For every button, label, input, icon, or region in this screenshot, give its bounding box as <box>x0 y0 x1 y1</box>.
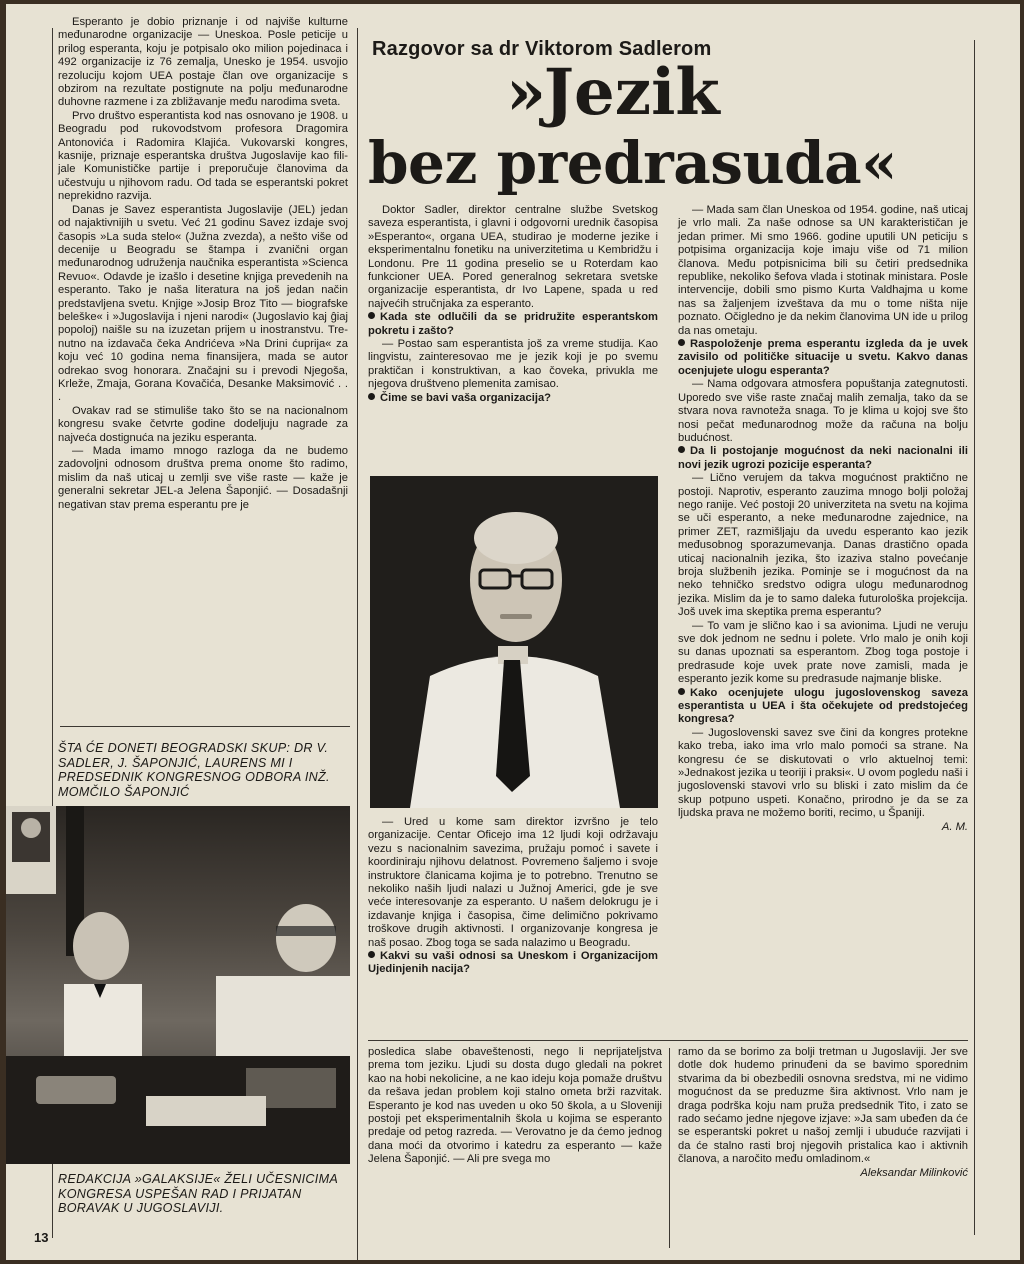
mid-column-text <box>368 204 658 405</box>
mid-column-text-2 <box>368 816 658 977</box>
photo-caption-top: ŠTA ĆE DONETI BEOGRADSKI SKUP: DR V. SADLER, J. ŠAPONJIĆ, LAURENS MI I PREDSEDNIK KONGRESNOG ODBORA INŽ. MOMČILO ŠAPONJIĆ <box>58 741 330 799</box>
continued-text: ramo da se borimo za bolji tretman u Jugoslaviji. Jer sve dotle dok hudemo prinuđeni da se bavimo sporednim stvarima da bi obezbedili osnovna sredstva, mi ne vidimo mogućnost da se preduzme šira aktivnost. Vrlo nam je draga podrška koju nam pruža predsednik Tito, i zato se rado sećamo jedne njegove izjave: »Ja sam ubeđen da će se esperantski pokret u našoj zemlji i ubuduće razvijati i da će stalno rasti broj njegovih pristalica kao i aktivnih članova, a naročito među omladinom.« <box>678 1046 968 1166</box>
intro-text: Doktor Sadler, direktor centralne službe Svetskog saveza esperantista, i glavni i odgovorni urednik časopisa »Esperanto«, organa UEA, studirao je moderne jezike i eksperimentalnu fonetiku na univerzitetima u Kembridžu i Londonu. Pre 11 godina preselio se u Roterdam kao funkcioner UEA. Pored generalnog sekretara svetske organizacije esperantista, dr Ivo Lapene, spada u red najvećih stručnjaka za esperanto. <box>368 204 658 310</box>
answer-text: — Jugoslovenski savez sve čini da kongres protekne kako treba, iako ima vrlo malo pomoći sa strane. Na kongresu će se diskutovati o vrlo aktuelnoj temi: »Jednakost jezika u teoriji i praksi«. U ovom pogledu naši i jugoslovenski stavovi vrlo su bliski i zato mislim da će skup potpuno uspeti. Konačno, prirodno je da se za ljudska prava ne možemo boriti, recimo, u Španiji. <box>678 726 968 820</box>
answer-text: — Nama odgovara atmosfera popuštanja zategnutosti. Uporedo sve više raste značaj malih zemalja, tako da se stvara nova ravnoteža snaga. To je klima u kojoj sve što nosi pečat međunarodnog može da računa na bolju budućnost. <box>678 378 968 444</box>
question-text: Čime se bavi vaša organizacija? <box>368 392 658 405</box>
bullet-icon <box>368 312 375 319</box>
continued-text: posledica slabe obaveštenosti, nego li neprijateljstva prema tom jeziku. Ljudi su dosta dugo gledali na pokret kao na hobi nekolicine, a ne kao ideju koja pomaže društvu da rešava jedan problem koji stalno ometa brži razvitak. Esperanto je kod nas uveden u oko 50 škola, a u Sloveniji postoji pet eksperimentalnih škola u kojima se esperanto predaje od petog razreda. — Verovatno je da ćemo jednog dana moći da otvorimo i katedru za esperanto — kaže Jelena Šaponjić. — Ali pre svega mo <box>368 1046 662 1166</box>
author-signature: Aleksandar Milinković <box>860 1166 968 1179</box>
column-rule-mid-bottom <box>669 1048 670 1248</box>
left-paragraph: Danas je Savez esperantista Jugoslavije (JEL) jedan od najaktivnijih u svetu. Već 21 godinu Savez izdaje svoj časopis »La suda stelo« (Južna zvezda), a nešto više od decenije u Beogradu se štampa i zvanični organ međunarodnog udruženja naučnika esperantista »Scienca Revuo«. Odavde je izašlo i desetine knjiga prevedenih na esperanto. Tako je naša literatura na još jedan način predstavljena svetu. Knjige »Josip Broz Tito — biografske beleške« i »Jugoslavija i njeni narodi« (Jugoslavio kaj ĝiaj popoloj) naišle su na izuzetan prijem u inostranstvu. Trenutno na izdavača čeka Andrićeva »Na Drini ćuprija« za koju već 10 godina nema finansijera, mada se autor odrekao svog honorara. Značajni su i prevodi Njegoša, Krleže, Zmaja, Gorana Kovačića, Desanke Maksimović . . . <box>58 203 348 404</box>
portrait-photo <box>370 476 658 808</box>
bottom-right-text <box>678 1046 968 1180</box>
question-text: Kada ste odlučili da se pridružite esperantskom pokretu i zašto? <box>368 311 658 337</box>
article-kicker: Razgovor sa dr Viktorom Sadlerom <box>372 38 712 60</box>
bullet-icon <box>678 339 685 346</box>
left-paragraph: Ovakav rad se stimuliše tako što se na nacionalnom kongresu svake četvrte godine dodeljuju nagrade za najveća dostignuća na jeziku esperanta. <box>58 404 348 444</box>
page-number: 13 <box>34 1230 49 1245</box>
answer-text: — To vam je slično kao i sa avionima. Ljudi ne veruju sve dok jednom ne sednu i polete. Vrlo malo je onih koji su danas upoznati sa esperantom. Zbog toga postoje i predrasude koje uvek prate nove zamisli, mada je esperanto jezik kome su predrasude najmanje bliske. <box>678 619 968 686</box>
left-paragraph: Prvo društvo esperantista kod nas osnovano je 1908. u Beogradu pod rukovodstvom profesora Dragomira Antonovića i Radomira Klajića. Vukovarski kongres, kasnije, priznaje esperantska društva Jugoslavije kao filijale Komunističke partije i preporučuje članovima da učestvuju u njihovom radu. Od tada se esperantski pokret neprekidno razvija. <box>58 109 348 203</box>
left-paragraph: — Mada imamo mnogo razloga da ne budemo zadovoljni odnosom društva prema onome što radimo, mislim da naš uticaj u zemlji sve više raste — kaže je generalni sekretar JEL-a Jelena Šaponjić. — Dosadašnji negativan stav prema esperantu pre je <box>58 445 348 511</box>
bullet-icon <box>368 393 375 400</box>
question-text: Kakvi su vaši odnosi sa Uneskom i Organizacijom Ujedinjenih nacija? <box>368 950 658 976</box>
left-column-text <box>58 16 348 512</box>
portrait-illustration <box>370 476 658 808</box>
author-initials: A. M. <box>941 820 968 833</box>
question-text: Kako ocenjujete ulogu jugoslovenskog saveza esperantista u UEA i šta očekujete od predstojećeg kongresa? <box>678 686 968 726</box>
answer-text: — Lično verujem da takva mogućnost praktično ne postoji. Naprotiv, esperanto zauzima mnogo bolji položaj nego ranije. Već postoji 20 univerziteta na svetu na kojima se uči esperanto, a neke međunarodne zajednice, na primer ZET, razmišljaju da uvedu esperanto kao jezik međusobnog sporazumevanja. Danas drastično opada uticaj nacionalnih jezika, što izaziva stalno povećanje broja službenih jezika. Pominje se i mogućnost da na neko tehničko sredstvo odigra ulogu međunarodnog jezika. Mislim da je to samo daleka futurološka projekcija. Još uvek ima skeptika prema esperantu? <box>678 472 968 619</box>
photo-caption-bottom: REDAKCIJA »GALAKSIJE« ŽELI UČESNICIMA KONGRESA USPEŠAN RAD I PRIJATAN BORAVAK U JUGOSLAVIJI. <box>58 1172 338 1216</box>
title-line-1: »Jezik <box>506 55 720 130</box>
group-photo-illustration <box>6 806 350 1164</box>
bottom-mid-text <box>368 1046 662 1167</box>
answer-text: — Mada sam član Uneskoa od 1954. godine, naš uticaj je vrlo mali. Za naše odnose sa UN karakterističan je jedan primer. Mi smo 1966. godine uputili UN peticiju s potpisima organizacija koje imaju više od 71 milion članova. Među potpisnicima bili su četiri predsednika republike, nekoliko šefova vlada i stotinak ministara. Posle intervencije, dobili smo pismo Kurta Valdhajma u kome nas sa žaljenjem izveštava da mu o tome ništa nije poznato. Očigledno je da nekim članovima UN ide u prilog da nas ometaju. <box>678 204 968 337</box>
left-paragraph: Esperanto je dobio priznanje i od najviše kulturne međunarodne organizacije — Uneskoa. Posle peticije u prilog esperanta, koju je potpisalo oko milion pojedinaca i 492 organizacije iz 76 zemalja, Unesko je 1954. usvojio rezoluciju kojom UEA postaje član ove organizacije s obzirom na rezultate postignute na polju međunarodne duhovne razmene i za zbližavanje među narodima sveta. <box>58 16 348 109</box>
magazine-page <box>6 4 1020 1260</box>
group-photo <box>6 806 350 1164</box>
bullet-icon <box>368 951 375 958</box>
bullet-icon <box>678 446 685 453</box>
column-rule-right <box>974 40 975 1235</box>
question-text: Da li postojanje mogućnost da neki nacionalni ili novi jezik ugrozi pozicije esperanta? <box>678 445 968 471</box>
answer-text: — Ured u kome sam direktor izvršno je telo organizacije. Centar Oficejo ima 12 ljudi koji održavaju vezu s nacionalnim savezima, pružaju pomoć i savete i koordiniraju njihovu delatnost. Povremeno šaljemo i svoje instruktore članicama kojima je to potrebno. Trenutno se nekoliko naših ljudi nalazi u Južnoj Americi, gde je sve veće interesovanje za esperanto. U našem delokrugu je i izdavanje knjiga i časopisa, čime delimično pokrivamo troškove drugih aktivnosti. I organizovanje kongresa je naš posao. Zbog toga se sada nalazimo u Beogradu. <box>368 816 658 949</box>
title-line-2: bez predrasuda« <box>368 129 897 197</box>
bullet-icon <box>678 688 685 695</box>
column-rule-center <box>357 28 358 1260</box>
right-column-text <box>678 204 968 834</box>
answer-text: — Postao sam esperantista još za vreme studija. Kao lingvistu, zainteresovao me je jezik koji je po svemu praktičan i konstruktivan, a kao čoveka, privukla me njegova društveno plemenita zamisao. <box>368 338 658 391</box>
rule-mid-bottom <box>368 1040 968 1041</box>
question-text: Raspoloženje prema esperantu izgleda da je uvek zavisilo od političke situacije u svetu. Kakvo danas ocenjujete ulogu esperanta? <box>678 338 968 377</box>
rule-left-caption <box>60 726 350 727</box>
